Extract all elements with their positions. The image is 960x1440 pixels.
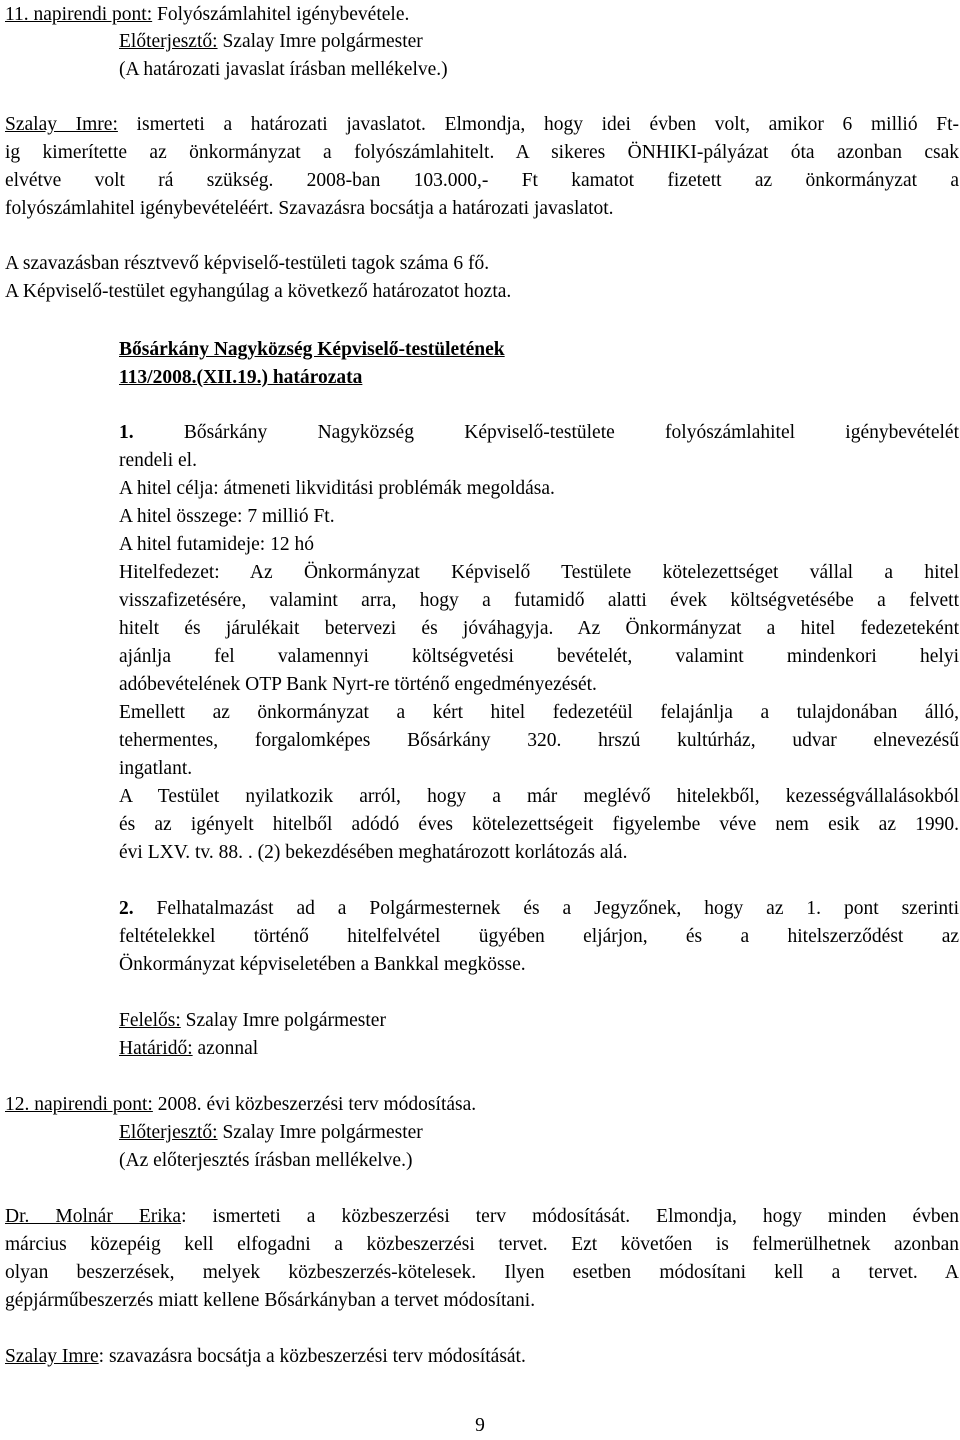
agenda-item-title: 2008. évi közbeszerzési terv módosítása. bbox=[152, 1094, 477, 1115]
resolution-line: adóbevételének OTP Bank Nyrt-re történő engedményezését. bbox=[119, 674, 597, 695]
resolution-point-2: 2. Felhatalmazást ad a Polgármesternek és a Jegyzőnek, hogy az 1. pont szerinti bbox=[119, 898, 959, 919]
speech-paragraph-line: Dr. Molnár Erika: ismerteti a közbeszerzési terv módosítását. Elmondja, hogy minden évben bbox=[5, 1206, 960, 1227]
speech-paragraph-line: Szalay Imre: szavazásra bocsátja a közbeszerzési terv módosítását. bbox=[5, 1346, 526, 1367]
resolution-line: évi LXV. tv. 88. . (2) bekezdésében meghatározott korlátozás alá. bbox=[119, 842, 628, 863]
resolution-line: A Testület nyilatkozik arról, hogy a már meglévő hitelekből, kezességvállalásokból bbox=[119, 786, 959, 807]
speech-paragraph-line: gépjárműbeszerzés miatt kellene Bősárkányban a tervet módosítani. bbox=[5, 1290, 536, 1311]
speaker-name: Dr. Molnár Erika bbox=[5, 1206, 182, 1227]
responsible-line bbox=[119, 1008, 386, 1034]
resolution-number: 113/2008.(XII.19.) határozata bbox=[119, 367, 363, 388]
point-number: 1. bbox=[119, 422, 134, 443]
vote-count: A szavazásban résztvevő képviselő-testületi tagok száma 6 fő. bbox=[5, 253, 490, 274]
resolution-line: és az igényelt hitelből adódó éves kötelezettségeit figyelembe véve nem esik az 1990. bbox=[119, 814, 959, 835]
deadline-line bbox=[119, 1036, 258, 1062]
presenter-line bbox=[119, 29, 423, 55]
presenter-label: Előterjesztő: bbox=[119, 1122, 218, 1143]
loan-purpose: A hitel célja: átmeneti likviditási problémák megoldása. bbox=[119, 478, 555, 499]
resolution-line: Hitelfedezet: Az Önkormányzat Képviselő Testülete kötelezettséget vállal a hitel bbox=[119, 562, 959, 583]
resolution-line: feltételekkel történő hitelfelvétel ügyében eljárjon, és a hitelszerződést az bbox=[119, 926, 959, 947]
attachment-note: (A határozati javaslat írásban mellékelve.) bbox=[119, 59, 448, 80]
presenter-line bbox=[119, 1120, 423, 1146]
speech-paragraph-line: olyan beszerzések, melyek közbeszerzés-kötelesek. Ilyen esetben módosítani kell a tervet. A bbox=[5, 1262, 959, 1283]
resolution-line: tehermentes, forgalomképes Bősárkány 320. hrszú kultúrház, udvar elnevezésű bbox=[119, 730, 959, 751]
resolution-line: rendeli el. bbox=[119, 450, 197, 471]
agenda-item-label: 12. napirendi pont: bbox=[5, 1094, 153, 1115]
point-number: 2. bbox=[119, 898, 134, 919]
presenter-label: Előterjesztő: bbox=[119, 31, 218, 52]
resolution-line: Emellett az önkormányzat a kért hitel fedezetéül felajánlja a tulajdonában álló, bbox=[119, 702, 959, 723]
responsible-label: Felelős: bbox=[119, 1010, 181, 1031]
resolution-line: Önkormányzat képviseletében a Bankkal megkösse. bbox=[119, 954, 526, 975]
resolution-line: visszafizetésére, valamint arra, hogy a futamidő alatti évek költségvetésébe a felvett bbox=[119, 590, 959, 611]
vote-result: A Képviselő-testület egyhangúlag a következő határozatot hozta. bbox=[5, 281, 512, 302]
agenda-item-label: 11. napirendi pont: bbox=[5, 4, 153, 25]
attachment-note: (Az előterjesztés írásban mellékelve.) bbox=[119, 1150, 413, 1171]
loan-amount: A hitel összege: 7 millió Ft. bbox=[119, 506, 335, 527]
presenter-name: Szalay Imre polgármester bbox=[217, 1122, 423, 1143]
agenda-item-11 bbox=[5, 2, 409, 28]
speech-paragraph-line: ig kimerítette az önkormányzat a folyószámlahitelt. A sikeres ÖNHIKI-pályázat óta azonban csak bbox=[5, 142, 959, 163]
speaker-name: Szalay Imre: bbox=[5, 114, 118, 135]
resolution-line: ingatlant. bbox=[119, 758, 193, 779]
loan-term: A hitel futamideje: 12 hó bbox=[119, 534, 314, 555]
resolution-line: ajánlja fel valamennyi költségvetési bevételét, valamint mindenkori helyi bbox=[119, 646, 959, 667]
resolution-heading: Bősárkány Nagyközség Képviselő-testületének bbox=[119, 339, 505, 360]
responsible-name: Szalay Imre polgármester bbox=[180, 1010, 386, 1031]
agenda-item-title: Folyószámlahitel igénybevétele. bbox=[152, 4, 410, 25]
page-number: 9 bbox=[475, 1415, 485, 1436]
deadline-value: azonnal bbox=[192, 1038, 259, 1059]
resolution-line: hitelt és járulékait betervezi és jóváhagyja. Az Önkormányzat a hitel fedezeteként bbox=[119, 618, 959, 639]
deadline-label: Határidő: bbox=[119, 1038, 193, 1059]
speech-paragraph-line: Szalay Imre: ismerteti a határozati javaslatot. Elmondja, hogy idei évben volt, amikor 6 millió Ft- bbox=[5, 114, 959, 135]
speaker-name: Szalay Imre bbox=[5, 1346, 99, 1367]
speech-paragraph-line: elvétve volt rá szükség. 2008-ban 103.000,- Ft kamatot fizetett az önkormányzat a bbox=[5, 170, 959, 191]
resolution-point-1: 1. Bősárkány Nagyközség Képviselő-testülete folyószámlahitel igénybevételét bbox=[119, 422, 959, 443]
presenter-name: Szalay Imre polgármester bbox=[217, 31, 423, 52]
agenda-item-12 bbox=[5, 1092, 476, 1118]
speech-paragraph-line: folyószámlahitel igénybevételéért. Szavazásra bocsátja a határozati javaslatot. bbox=[5, 198, 614, 219]
speech-paragraph-line: március közepéig kell elfogadni a közbeszerzési tervet. Ezt követően is felmerülhetnek azonban bbox=[5, 1234, 959, 1255]
